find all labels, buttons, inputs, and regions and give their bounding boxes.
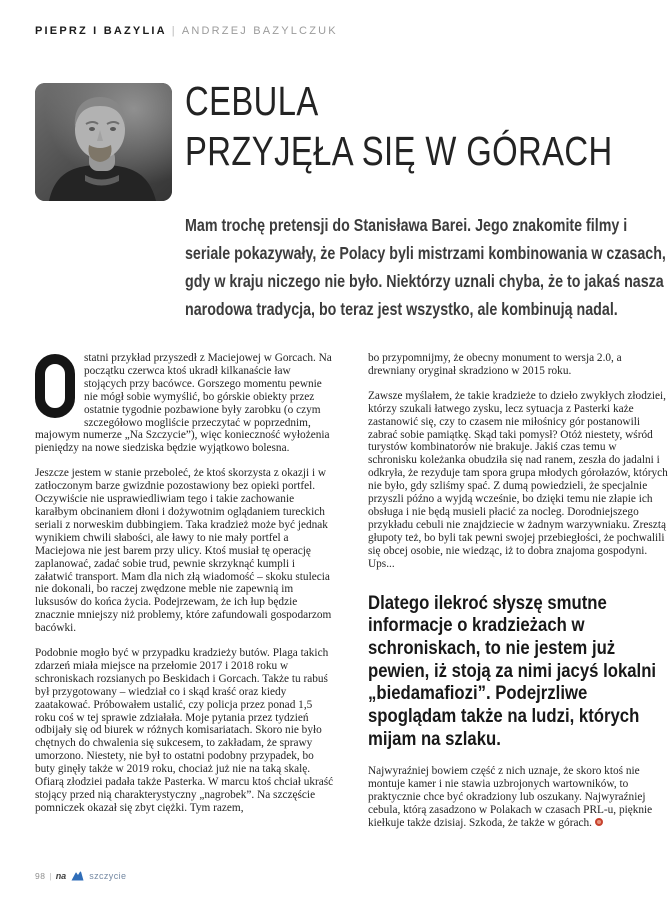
right-column xyxy=(368,352,668,830)
end-of-article-icon xyxy=(595,818,603,826)
pull-quote: Dlatego ilekroć słyszę smutne informacje o kradzieżach w schroniskach, to nie jestem już pewien, iż stoją za nimi jacyś lokalni „biedamafiozi”. Podejrzliwe spoglądam także na ludzi, których mijam na szlaku. xyxy=(368,592,657,750)
paragraph-text: statni przykład przyszedł z Maciejowej w Gorcach. Na początku czerwca ktoś ukradł kilkanaście ław stojących przy bacówce. Gorszego momentu pewnie nie mógł sobie wymyślić, bo górskie obiekty przez ostatnie tygodnie pozbawione były zarobku (o czym szczegółowo mogliście przeczytać w poprzednim, majowym numerze „Na Szczycie”), więc konieczność wyłożenia pieniędzy na nowe siedziska będzie wyjątkowo bolesna. xyxy=(35,352,332,455)
article-title xyxy=(185,76,613,176)
article-lead: Mam trochę pretensji do Stanisława Barei. Jego znakomite filmy i seriale pokazywały, że Polacy byli mistrzami kombinowania w czasach, gdy w kraju niczego nie było. Niektórzy uznali chyba, że to jakaś nasza narodowa tradycja, bo teraz jest wszystko, ale kombinują nadal. xyxy=(185,215,666,319)
article-body xyxy=(35,352,668,830)
drop-cap xyxy=(35,354,75,418)
page-footer xyxy=(35,871,126,881)
paragraph: Podobnie mogło być w przypadku kradzieży butów. Plaga takich zdarzeń miała miejsce na przełomie 2017 i 2018 roku w schroniskach rozsianych po Beskidach i Gorcach. Także tu rabuś był przygotowany – wiedział co i skąd kraść oraz kiedy zaatakować. Próbowałem ustalić, czy policja przez ponad 1,5 roku coś w tej sprawie zdziałała. Moje pytania przez tydzień odbijały się od biurek w różnych komisariatach. Skoro nie było chętnych do chwalenia się sukcesem, to zakładam, że sprawy umorzono. Niestety, nie był to ostatni podobny przypadek, bo buty ginęły także w 2019 roku, chociaż już nie na taką skalę. Ofiarą złodziei padała także Pasterka. W marcu ktoś chciał ukraść stojący przed nią charakterystyczny „nagrobek”. Na szczęście pomniczek okazał się zbyt ciężki. Tym razem, xyxy=(35,647,334,814)
paragraph: Jeszcze jestem w stanie przeboleć, że ktoś skorzysta z okazji i w zatłoczonym barze gwizdnie pozostawiony bez opieki portfel. Oczywiście nie usprawiedliwiam tego i takie zachowanie karałbym obcinaniem dłoni i dożywotnim oglądaniem tureckich seriali z norweskim dubbingiem. Taka kradzież może być jednak wynikiem chwili słabości, ale ławy to nie mały portfel a Maciejowa nie jest barem przy ulicy. Ktoś musiał tę operację zaplanować, zadać sobie trud, pewnie skrzyknąć kumpli i załatwić transport. Mam dla nich złą wiadomość – skoku stulecia nie dokonali, bo raczej zwędzone meble nie zapewnią im luksusów do końca życia. Podejrzewam, że ich łup będzie znacznie mniejszy niż problemy, które zafundowali gospodarzom bacówki. xyxy=(35,467,332,635)
paragraph xyxy=(368,765,668,830)
paragraph: bo przypomnijmy, że obecny monument to wersja 2.0, a drewniany oryginał skradziono w 2015 roku. xyxy=(368,352,622,377)
author-portrait-image xyxy=(35,83,172,201)
author-name: ANDRZEJ BAZYLCZUK xyxy=(181,25,338,37)
article-title-line1: CEBULA xyxy=(185,78,319,124)
logo-text-na: na xyxy=(55,871,67,881)
page-number: 98 xyxy=(35,871,46,881)
left-column xyxy=(35,352,335,830)
column-title: PIEPRZ I BAZYLIA xyxy=(35,25,167,37)
author-portrait xyxy=(35,83,172,201)
mountain-icon xyxy=(71,871,84,881)
article-title-line2: PRZYJĘŁA SIĘ W GÓRACH xyxy=(185,128,613,174)
logo-text-szczycie: szczycie xyxy=(89,871,127,881)
paragraph-text: Najwyraźniej bowiem część z nich uznaje, że skoro ktoś nie montuje kamer i nie stawia uzbrojonych wartowników, to praktycznie chce być okradziony lub oszukany. Najwyraźniej cebula, którą zasadzono w Polakach w czasach PRL-u, pięknie kiełkuje także dzisiaj. Szkoda, że także w górach. xyxy=(368,765,653,830)
column-header xyxy=(35,25,338,37)
header-separator: | xyxy=(171,25,177,37)
paragraph xyxy=(35,352,335,455)
footer-separator: | xyxy=(49,871,52,881)
paragraph: Zawsze myślałem, że takie kradzieże to dzieło zwykłych złodziei, którzy szukali łatwego zysku, lecz sytuacja z Pasterki każe zastanowić się, czy to czasem nie miłośnicy gór postanowili zabrać sobie pamiątkę. Skąd taki pomysł? Otóż niestety, wśród turystów kombinatorów nie brakuje. Jakiś czas temu w schronisku koleżanka obudziła się nad ranem, zeszła do jadalni i odkryła, że rezyduje tam spora grupa młodych górołazów, których nie było, gdy szliśmy spać. Z dumą powiedzieli, że specjalnie przyszli późno a wyjdą wcześnie, bo dzięki temu nie złapie ich obsługa i nie będą musieli płacić za nocleg. Dorodniejszego przykładu cebuli nie znajdziecie w żadnym warzywniaku. Zresztą głupoty też, bo byli tak pewni swojej przebiegłości, że pochwalili się obcej osobie, nie wiedząc, iż to dobra znajoma gospodyni. Ups... xyxy=(368,389,668,570)
